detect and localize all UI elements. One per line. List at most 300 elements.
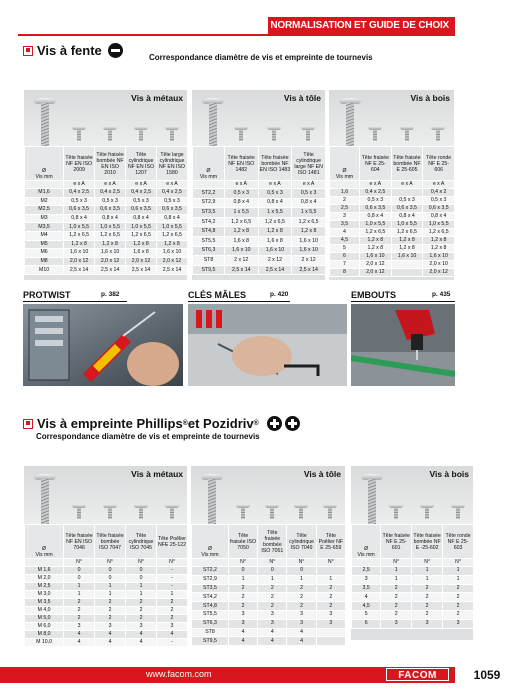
table-row [25, 249, 188, 258]
value-cell: 0,5 x 3 [391, 197, 423, 205]
column-header: Tête fraisée NF EN ISO 1482 [224, 147, 258, 181]
unit-header: N° [381, 559, 412, 567]
table-slotted-sheet [192, 90, 325, 280]
value-cell: 1,2 x 8 [64, 240, 95, 249]
table-row [330, 253, 455, 261]
value-cell: 1 x 5,5 [258, 208, 292, 218]
hex-key-photo [188, 304, 347, 386]
value-cell: 3 [412, 619, 443, 628]
diameter-cell: 5 [330, 245, 360, 253]
table-row [193, 227, 326, 237]
table-row [25, 623, 188, 631]
value-cell: 1,0 x 5,5 [157, 223, 188, 232]
value-cell: 0,6 x 3,5 [360, 205, 392, 213]
screw-head-icon [451, 504, 465, 520]
column-header: Tête fraisée bombée NF E 25-605 [391, 147, 423, 181]
screw-head-icon [236, 504, 250, 520]
value-cell: 2,5 x 14 [157, 266, 188, 275]
value-cell: 1 [95, 583, 126, 591]
table-row [25, 567, 188, 575]
section-title-text-2: et Pozidriv [187, 416, 254, 431]
diameter-cell: M 2,0 [25, 575, 64, 583]
value-cell: 1,6 x 10 [95, 249, 126, 258]
screwdriver-photo [23, 304, 183, 386]
value-cell: 2,0 x 12 [64, 257, 95, 266]
value-cell: 0,4 x 2,5 [157, 189, 188, 198]
unit-header: e x A [95, 181, 126, 189]
value-cell: 0,5 x 3 [423, 197, 455, 205]
value-cell: 3 [443, 619, 474, 628]
screw-head-icon [72, 504, 86, 520]
value-cell: 0 [126, 575, 157, 583]
value-cell: 3 [316, 619, 345, 628]
value-cell: 4 [64, 639, 95, 647]
value-cell: 2,5 x 14 [258, 265, 292, 275]
value-cell: 3 [258, 610, 287, 619]
value-cell: 2 [157, 615, 188, 623]
column-header: Ø Vis mm [192, 525, 229, 559]
value-cell: 0,8 x 4 [224, 198, 258, 208]
table-row [192, 593, 346, 602]
column-header: Tête fraisée bombée ISO 7047 [95, 525, 126, 559]
table-row [25, 266, 188, 275]
unit-header: e x A [391, 181, 423, 189]
diameter-cell: 6 [330, 253, 360, 261]
diameter-cell: M4 [25, 231, 64, 240]
value-cell: 4 [258, 628, 287, 637]
table-row [193, 189, 326, 199]
value-cell: - [157, 639, 188, 647]
value-cell: 0,8 x 4 [391, 213, 423, 221]
table-row [352, 602, 474, 611]
column-header: Tête Poêlier NFE 25-122 [157, 525, 188, 559]
value-cell: 4 [126, 631, 157, 639]
value-cell [316, 567, 345, 576]
value-cell: 1,6 x 10 [292, 236, 326, 246]
diameter-cell: 8 [330, 269, 360, 277]
unit-header [25, 559, 64, 567]
diameter-cell: 2,5 [330, 205, 360, 213]
value-cell: 2,0 x 12 [423, 269, 455, 277]
value-cell: 4 [126, 639, 157, 647]
unit-header: N° [412, 559, 443, 567]
value-cell: 0 [64, 567, 95, 575]
table-row [330, 205, 455, 213]
section-title-phillips [23, 416, 300, 431]
section-bullet-icon [23, 419, 33, 429]
value-cell: 0,8 x 4 [64, 214, 95, 223]
correspondence-table [24, 146, 188, 275]
column-header: Tête cylindrique large NF EN ISO 1481 [292, 147, 326, 181]
unit-header: N° [443, 559, 474, 567]
value-cell: 0,5 x 3 [360, 197, 392, 205]
column-header: Ø Vis mm [193, 147, 225, 181]
diameter-cell: ST5,5 [192, 610, 229, 619]
screw-head-icon [103, 126, 117, 142]
value-cell: 1 [443, 567, 474, 576]
correspondence-table [329, 146, 455, 277]
screw-head-icon [234, 126, 248, 142]
value-cell: 1 [258, 575, 287, 584]
table-row [193, 256, 326, 266]
value-cell: 3 [287, 610, 316, 619]
value-cell: 3 [228, 610, 257, 619]
unit-header [193, 181, 225, 189]
table-row [25, 575, 188, 583]
phillips-drive-icon [267, 416, 282, 431]
diameter-cell: M 5,0 [25, 615, 64, 623]
unit-header [192, 559, 229, 567]
value-cell: 0,5 x 3 [95, 197, 126, 206]
table-row [193, 246, 326, 256]
diameter-cell: M 6,0 [25, 623, 64, 631]
product-rule [23, 301, 127, 302]
value-cell: 2 [412, 584, 443, 593]
diameter-cell: ST9,5 [193, 265, 225, 275]
value-cell: 1,6 x 10 [391, 253, 423, 261]
value-cell: 1 [157, 591, 188, 599]
table-slotted-wood [329, 90, 454, 280]
value-cell: 1,6 x 10 [224, 246, 258, 256]
column-header: Tête cylindrique NF EN ISO 1207 [126, 147, 157, 181]
diameter-cell: M3,5 [25, 223, 64, 232]
value-cell: 2,0 x 12 [95, 257, 126, 266]
table-row [352, 575, 474, 584]
value-cell: 2 [316, 584, 345, 593]
value-cell: 1,2 x 8 [391, 245, 423, 253]
table-row [352, 610, 474, 619]
value-cell: 0,4 x 2,5 [126, 189, 157, 198]
table-row [330, 189, 455, 197]
table-row [192, 602, 346, 611]
unit-header [25, 181, 64, 189]
table-title: Vis à tôle [303, 469, 341, 479]
value-cell: 2 [316, 593, 345, 602]
value-cell: 0,5 x 3 [258, 189, 292, 199]
screw-head-icon [301, 126, 315, 142]
unit-header: N° [95, 559, 126, 567]
product-page-ref: p. 435 [432, 291, 451, 298]
value-cell: 2 [443, 610, 474, 619]
diameter-cell: 6 [352, 619, 381, 628]
correspondence-table [351, 524, 474, 629]
value-cell: 0,4 x 2,5 [64, 189, 95, 198]
diameter-cell: ST4,8 [192, 602, 229, 611]
value-cell: 2 [258, 584, 287, 593]
value-cell: 1,2 x 6,5 [391, 229, 423, 237]
table-row [330, 213, 455, 221]
value-cell: 1,6 x 10 [258, 246, 292, 256]
diameter-cell: ST3,5 [192, 584, 229, 593]
product-cles-males[interactable] [188, 290, 290, 386]
value-cell: 1 [412, 567, 443, 576]
value-cell: 0 [287, 567, 316, 576]
product-rule [188, 301, 290, 302]
value-cell: 1 [443, 575, 474, 584]
value-cell: 4 [64, 631, 95, 639]
unit-header: e x A [64, 181, 95, 189]
screw-head-icon [267, 126, 281, 142]
screw-head-icon [165, 504, 179, 520]
value-cell: 2 [258, 602, 287, 611]
unit-header [330, 181, 360, 189]
table-row [330, 269, 455, 277]
value-cell: 1,2 x 8 [157, 240, 188, 249]
screw-head-icon [389, 504, 403, 520]
table-row [25, 231, 188, 240]
table-row [192, 610, 346, 619]
value-cell: 0,8 x 4 [157, 214, 188, 223]
section-subtitle: Correspondance diamètre de vis et empreinte de tournevis [36, 432, 260, 441]
table-title: Vis à métaux [131, 469, 183, 479]
screw-head-icon [103, 504, 117, 520]
diameter-cell: M 3,0 [25, 591, 64, 599]
table-row [330, 197, 455, 205]
diameter-cell: M10 [25, 266, 64, 275]
slotted-drive-icon [108, 43, 123, 58]
value-cell: 2 x 12 [292, 256, 326, 266]
value-cell: 3 [64, 623, 95, 631]
value-cell: 1,2 x 6,5 [64, 231, 95, 240]
value-cell: 1,2 x 6,5 [258, 217, 292, 227]
value-cell: 1 [381, 575, 412, 584]
value-cell: 2 [287, 584, 316, 593]
unit-header: N° [316, 559, 345, 567]
column-header: Tête fraisée NF EN ISO 7046 [64, 525, 95, 559]
screw-head-icon [72, 126, 86, 142]
value-cell: 2,5 x 14 [64, 266, 95, 275]
diameter-cell: M3 [25, 214, 64, 223]
value-cell: 1 x 5,5 [224, 208, 258, 218]
diameter-cell: 3,5 [330, 221, 360, 229]
diameter-cell: M6 [25, 249, 64, 258]
product-page-ref: p. 420 [270, 291, 289, 298]
screw-head-icon [165, 126, 179, 142]
product-name: PROTWIST [23, 290, 71, 300]
value-cell: 1 [126, 591, 157, 599]
value-cell: 2 x 12 [258, 256, 292, 266]
value-cell: - [157, 583, 188, 591]
column-header: Tête fraisée bombée NF EN ISO 2010 [95, 147, 126, 181]
value-cell: 4 [228, 628, 257, 637]
column-header: Tête fraisée bombée NF EN ISO 1483 [258, 147, 292, 181]
value-cell: 1 [126, 583, 157, 591]
screw-head-icon [368, 126, 382, 142]
value-cell: 0 [228, 567, 257, 576]
table-title: Vis à tôle [283, 93, 321, 103]
table-row [192, 575, 346, 584]
diameter-cell: 4 [352, 593, 381, 602]
table-phillips-wood [351, 466, 473, 640]
section-title-text: Vis à fente [37, 43, 102, 58]
section-title-text: Vis à empreinte Phillips [37, 416, 183, 431]
value-cell: 1,2 x 6,5 [126, 231, 157, 240]
diameter-cell: ST4,2 [193, 217, 225, 227]
diameter-cell: M 8,0 [25, 631, 64, 639]
value-cell: 1 [228, 575, 257, 584]
diameter-cell: M 10,0 [25, 639, 64, 647]
unit-header: e x A [423, 181, 455, 189]
product-embouts[interactable] [351, 290, 455, 386]
value-cell: 2 [412, 610, 443, 619]
table-row [330, 229, 455, 237]
table-row [352, 584, 474, 593]
value-cell: 1,2 x 8 [95, 240, 126, 249]
table-row [25, 591, 188, 599]
value-cell: 2 [443, 584, 474, 593]
table-row [25, 223, 188, 232]
column-header: Tête fraisée NF EN ISO 2009 [64, 147, 95, 181]
diameter-cell: ST2,9 [192, 575, 229, 584]
diameter-cell: M5 [25, 240, 64, 249]
value-cell: 0,8 x 4 [292, 198, 326, 208]
value-cell: 2 [381, 593, 412, 602]
section-bullet-icon [23, 46, 33, 56]
value-cell: 0 [126, 567, 157, 575]
value-cell: 0,4 x 2,5 [360, 189, 392, 197]
table-row [25, 583, 188, 591]
value-cell [316, 628, 345, 637]
diameter-cell: ST3,5 [193, 208, 225, 218]
diameter-cell: ST2,2 [193, 189, 225, 199]
value-cell: 2 [126, 615, 157, 623]
value-cell: - [157, 575, 188, 583]
value-cell: 1,2 x 8 [258, 227, 292, 237]
product-page-ref: p. 382 [101, 291, 120, 298]
value-cell: 1,2 x 6,5 [157, 231, 188, 240]
registered-mark: ® [182, 420, 188, 427]
value-cell: 1,2 x 8 [224, 227, 258, 237]
section-subtitle: Correspondance diamètre de vis et empreinte de tournevis [149, 53, 373, 62]
value-cell: 0,6 x 3,5 [157, 206, 188, 215]
value-cell: 1,6 x 8 [126, 249, 157, 258]
diameter-cell: ST6,3 [193, 246, 225, 256]
correspondence-table [191, 524, 346, 646]
screw-head-icon [400, 126, 414, 142]
product-protwist[interactable] [23, 290, 127, 386]
value-cell: 0,6 x 3,5 [95, 206, 126, 215]
value-cell: 2 [443, 593, 474, 602]
value-cell: 1,2 x 6,5 [292, 217, 326, 227]
value-cell: 0,5 x 3 [292, 189, 326, 199]
section-title-slotted [23, 43, 123, 58]
footer-url[interactable]: www.facom.com [146, 669, 212, 679]
value-cell: 2 [381, 584, 412, 593]
table-row [192, 637, 346, 646]
value-cell: 3 [287, 619, 316, 628]
value-cell: 2 [287, 602, 316, 611]
value-cell: 2 [126, 607, 157, 615]
table-phillips-metal [24, 466, 187, 645]
value-cell: 1,0 x 5,5 [126, 223, 157, 232]
unit-header: e x A [360, 181, 392, 189]
product-name: CLÉS MÂLES [188, 290, 247, 300]
table-row [192, 628, 346, 637]
table-row [25, 240, 188, 249]
table-row [330, 221, 455, 229]
value-cell: 0,8 x 4 [126, 214, 157, 223]
table-slotted-metal [24, 90, 187, 280]
unit-header: N° [258, 559, 287, 567]
value-cell: 2 [443, 602, 474, 611]
diameter-cell: M 2,5 [25, 583, 64, 591]
column-header: Ø Vis mm [330, 147, 360, 181]
column-header: Tête fraisée NF E 25-601 [381, 525, 412, 559]
value-cell: 1,6 x 8 [224, 236, 258, 246]
column-header: Tête cylindrique ISO 7049 [287, 525, 316, 559]
table-row [352, 593, 474, 602]
value-cell: 1,2 x 8 [391, 237, 423, 245]
column-header: Tête fraisée bombée NF E -25-602 [412, 525, 443, 559]
value-cell: 0,8 x 4 [95, 214, 126, 223]
diameter-cell: 5 [352, 610, 381, 619]
table-row [193, 217, 326, 227]
diameter-cell: 3 [330, 213, 360, 221]
unit-header: e x A [157, 181, 188, 189]
diameter-cell: 4,5 [330, 237, 360, 245]
value-cell: 2 [412, 602, 443, 611]
value-cell: 1 x 5,5 [292, 208, 326, 218]
value-cell: 0,8 x 4 [258, 198, 292, 208]
value-cell: 4 [95, 631, 126, 639]
diameter-cell: 4,5 [352, 602, 381, 611]
table-title: Vis à bois [410, 93, 450, 103]
value-cell: 0,8 x 4 [360, 213, 392, 221]
value-cell: 2,0 x 12 [360, 269, 392, 277]
value-cell: 1,2 x 6,5 [360, 229, 392, 237]
table-row [193, 198, 326, 208]
value-cell: 3 [316, 610, 345, 619]
column-header: Tête Poêlier NF E 25-659 [316, 525, 345, 559]
value-cell: 1,2 x 8 [360, 237, 392, 245]
value-cell: 2 [95, 599, 126, 607]
value-cell: 0,4 x 2,5 [95, 189, 126, 198]
unit-header: N° [228, 559, 257, 567]
unit-header: e x A [292, 181, 326, 189]
table-row [25, 214, 188, 223]
diameter-cell: 4 [330, 229, 360, 237]
value-cell: 0 [258, 567, 287, 576]
diameter-cell: 2,5 [352, 567, 381, 576]
column-header: Ø Vis mm [25, 525, 64, 559]
screw-head-icon [420, 504, 434, 520]
value-cell: 3 [381, 619, 412, 628]
table-row [25, 257, 188, 266]
unit-header: e x A [258, 181, 292, 189]
correspondence-table [24, 524, 188, 647]
value-cell: 1 [381, 567, 412, 576]
value-cell: 1,6 x 10 [157, 249, 188, 258]
value-cell: 0 [64, 575, 95, 583]
value-cell: 1,6 x 10 [292, 246, 326, 256]
pozidriv-drive-icon [285, 416, 300, 431]
unit-header: e x A [126, 181, 157, 189]
value-cell: 2 [228, 584, 257, 593]
table-row [193, 265, 326, 275]
value-cell: 1,6 x 8 [258, 236, 292, 246]
value-cell: 3 [157, 623, 188, 631]
screw-head-icon [323, 504, 337, 520]
diameter-cell: M 1,6 [25, 567, 64, 575]
value-cell: 2 [95, 607, 126, 615]
diameter-cell: ST8 [193, 256, 225, 266]
column-header: Tête fraisée ISO 7050 [228, 525, 257, 559]
value-cell: 2 [228, 593, 257, 602]
screw-head-icon [134, 126, 148, 142]
screw-head-icon [431, 126, 445, 142]
value-cell: 4 [157, 631, 188, 639]
value-cell: 0,8 x 4 [423, 213, 455, 221]
